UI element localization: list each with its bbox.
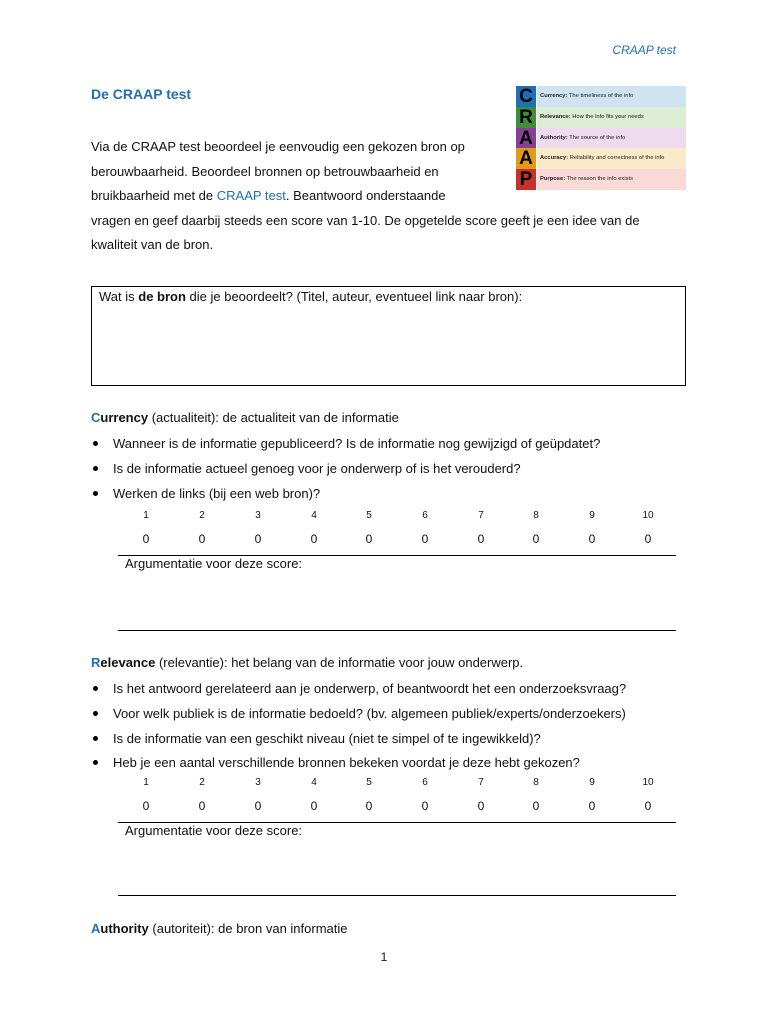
- score-number: 2: [199, 510, 205, 521]
- craap-desc: The reason the info exists: [565, 176, 634, 183]
- intro-text: . Beantwoord onderstaande: [285, 188, 446, 203]
- score-option[interactable]: 0: [254, 532, 262, 546]
- craap-term: Relevance:: [540, 113, 571, 120]
- page-title: De CRAAP test: [91, 86, 192, 102]
- argument-label-currency: Argumentatie voor deze score:: [125, 556, 303, 571]
- score-option[interactable]: 0: [142, 799, 150, 813]
- heading-description: (relevantie): het belang van de informatie voor jouw onderwerp.: [155, 655, 524, 670]
- score-number: 9: [589, 777, 595, 788]
- heading-description: (actualiteit): de actualiteit van de informatie: [148, 410, 399, 425]
- score-option[interactable]: 0: [198, 532, 206, 546]
- heading-initial: C: [91, 410, 101, 425]
- craap-desc: How the info fits your needs: [570, 113, 644, 120]
- intro-line: berouwbaarheid. Beoordeel bronnen op betrouwbaarheid en: [91, 163, 439, 179]
- source-label-text: die je beoordeelt? (Titel, auteur, eventueel link naar bron):: [185, 289, 523, 304]
- running-header: CRAAP test: [612, 43, 676, 57]
- intro-text: bruikbaarheid met de: [91, 188, 217, 203]
- score-option[interactable]: 0: [477, 799, 485, 813]
- intro-line: kwaliteit van de bron.: [91, 237, 214, 252]
- score-option[interactable]: 0: [477, 532, 485, 546]
- craap-row-currency: [516, 86, 686, 107]
- score-option[interactable]: 0: [310, 532, 318, 546]
- score-number: 6: [422, 510, 428, 521]
- score-option[interactable]: 0: [532, 799, 540, 813]
- craap-term: Authority:: [540, 134, 568, 141]
- source-label-text: Wat is: [99, 289, 139, 304]
- score-number: 8: [533, 510, 539, 521]
- score-option[interactable]: 0: [421, 799, 429, 813]
- score-scale-relevance: [118, 777, 676, 821]
- score-option[interactable]: 0: [644, 532, 652, 546]
- score-option[interactable]: 0: [588, 799, 596, 813]
- score-values: [118, 532, 676, 554]
- score-option[interactable]: 0: [142, 532, 150, 546]
- intro-line: vragen en geef daarbij steeds een score van 1-10. De opgetelde score geeft je een idee van de: [91, 212, 640, 228]
- craap-term: Currency:: [540, 93, 568, 99]
- craap-text: [537, 107, 686, 128]
- score-number: 8: [533, 777, 539, 788]
- list-item: Voor welk publiek is de informatie bedoeld? (bv. algemeen publiek/experts/onderzoekers): [91, 705, 626, 730]
- score-number: 1: [143, 777, 149, 788]
- craap-term: Purpose:: [540, 176, 566, 183]
- craap-text: [537, 86, 686, 107]
- score-number: 5: [366, 777, 372, 788]
- craap-desc: The timeliness of the info: [567, 93, 634, 99]
- score-option[interactable]: 0: [588, 532, 596, 546]
- source-label-bold: de bron: [138, 289, 186, 304]
- source-input-box[interactable]: [91, 286, 686, 386]
- heading-term: uthority: [100, 921, 149, 936]
- list-item: Heb je een aantal verschillende bronnen bekeken voordat je deze hebt gekozen?: [91, 754, 626, 779]
- score-numbers: [118, 510, 676, 532]
- craap-desc: The source of the info: [567, 134, 626, 141]
- score-number: 2: [199, 777, 205, 788]
- score-option[interactable]: 0: [254, 799, 262, 813]
- score-number: 4: [311, 510, 317, 521]
- craap-letter: R: [516, 107, 536, 128]
- heading-description: (autoriteit): de bron van informatie: [148, 921, 348, 936]
- score-number: 3: [255, 510, 261, 521]
- question-list-currency: [91, 435, 600, 509]
- list-item: Wanneer is de informatie gepubliceerd? Is de informatie nog gewijzigd of geüpdatet?: [91, 435, 600, 460]
- craap-row-relevance: [516, 107, 686, 128]
- score-option[interactable]: 0: [310, 799, 318, 813]
- score-number: 4: [311, 777, 317, 788]
- heading-initial: R: [91, 655, 101, 670]
- heading-initial: A: [91, 921, 101, 936]
- score-number: 7: [478, 777, 484, 788]
- score-scale-currency: [118, 510, 676, 554]
- heading-term: urrency: [100, 410, 149, 425]
- craap-term: Accuracy:: [540, 155, 569, 162]
- score-option[interactable]: 0: [365, 532, 373, 546]
- craap-test-link[interactable]: CRAAP test: [216, 188, 286, 203]
- craap-letter: A: [516, 128, 536, 149]
- score-number: 10: [642, 777, 654, 788]
- section-heading-currency: [91, 410, 399, 425]
- list-item: Is de informatie van een geschikt niveau (niet te simpel of te ingewikkeld)?: [91, 730, 626, 755]
- score-numbers: [118, 777, 676, 799]
- score-number: 10: [642, 510, 654, 521]
- craap-letter: C: [516, 86, 536, 107]
- list-item: Is de informatie actueel genoeg voor je onderwerp of is het verouderd?: [91, 460, 600, 485]
- intro-line: Via de CRAAP test beoordeel je eenvoudig een gekozen bron op: [91, 139, 465, 154]
- score-number: 9: [589, 510, 595, 521]
- argument-answer-line[interactable]: [118, 630, 676, 631]
- intro-line: [91, 184, 491, 209]
- score-number: 7: [478, 510, 484, 521]
- source-box-label: [99, 289, 522, 304]
- score-number: 5: [366, 510, 372, 521]
- score-option[interactable]: 0: [421, 532, 429, 546]
- argument-answer-line[interactable]: [118, 895, 676, 896]
- question-list-relevance: [91, 680, 626, 779]
- craap-letter: P: [516, 169, 536, 190]
- score-number: 3: [255, 777, 261, 788]
- score-number: 6: [422, 777, 428, 788]
- craap-desc: Reliability and correctness of the info: [568, 155, 665, 162]
- intro-paragraph: [91, 135, 691, 258]
- section-heading-relevance: [91, 655, 523, 670]
- craap-letter: A: [516, 148, 536, 169]
- score-values: [118, 799, 676, 821]
- list-item: Is het antwoord gerelateerd aan je onderwerp, of beantwoordt het een onderzoeksvraag?: [91, 680, 626, 705]
- score-option[interactable]: 0: [365, 799, 373, 813]
- score-option[interactable]: 0: [644, 799, 652, 813]
- list-item: Werken de links (bij een web bron)?: [91, 485, 600, 510]
- score-option[interactable]: 0: [532, 532, 540, 546]
- score-number: 1: [143, 510, 149, 521]
- score-option[interactable]: 0: [198, 799, 206, 813]
- section-heading-authority: [91, 921, 348, 936]
- page-number: 1: [380, 950, 388, 964]
- heading-term: elevance: [100, 655, 156, 670]
- argument-label-relevance: Argumentatie voor deze score:: [125, 823, 303, 838]
